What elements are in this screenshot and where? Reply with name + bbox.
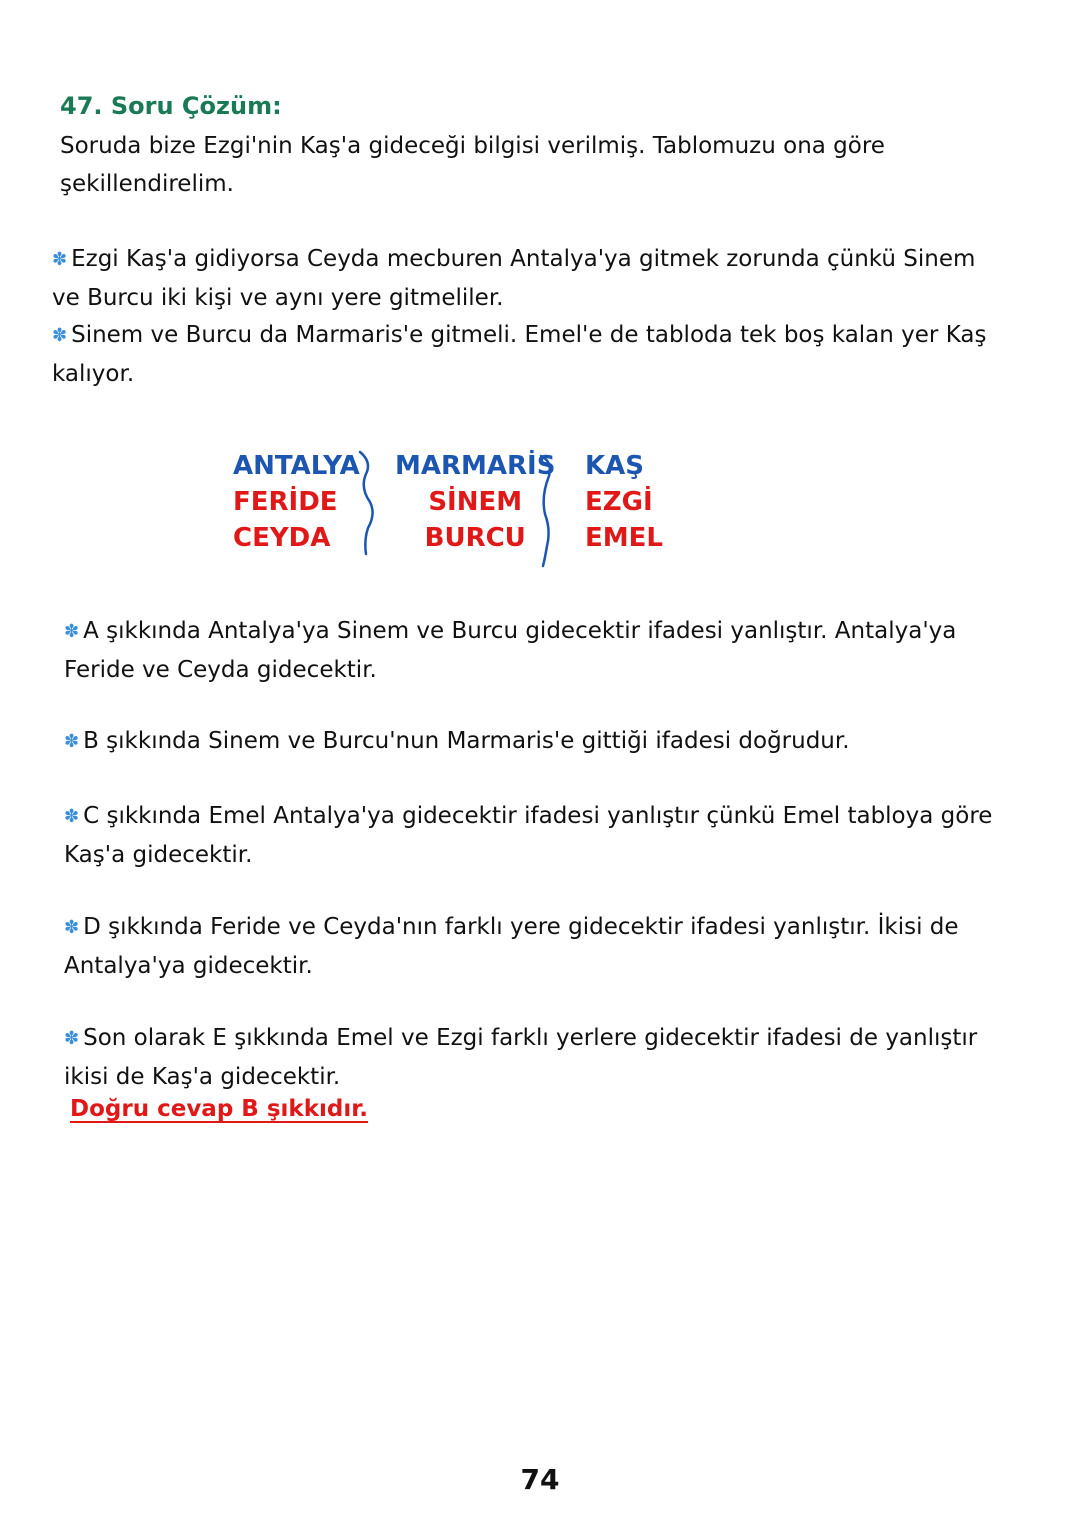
table-column-antalya: [233, 448, 360, 556]
column-header: KAŞ: [585, 451, 644, 481]
step-item: [52, 316, 992, 393]
option-text: B şıkkında Sinem ve Burcu'nun Marmaris'e gittiği ifadesi doğrudur.: [83, 728, 850, 754]
flower-bullet-icon: ✽: [64, 917, 80, 938]
option-item: [64, 612, 1004, 689]
table-column-marmaris: [395, 448, 555, 556]
option-text: Son olarak E şıkkında Emel ve Ezgi farklı yerlere gidecektir ifadesi de yanlıştır ikisi de Kaş'a gidecektir.: [64, 1025, 978, 1090]
flower-bullet-icon: ✽: [64, 1028, 80, 1049]
flower-bullet-icon: ✽: [52, 249, 68, 270]
column-name: FERİDE: [233, 487, 338, 517]
step-text: Sinem ve Burcu da Marmaris'e gitmeli. Emel'e de tabloda tek boş kalan yer Kaş kalıyor.: [52, 322, 987, 387]
column-header: MARMARİS: [395, 451, 556, 481]
column-name: BURCU: [424, 523, 526, 553]
page-number: 74: [520, 1463, 560, 1496]
option-item: [64, 908, 1004, 985]
solution-heading: 47. Soru Çözüm:: [60, 92, 282, 120]
flower-bullet-icon: ✽: [52, 325, 68, 346]
option-text: C şıkkında Emel Antalya'ya gidecektir ifadesi yanlıştır çünkü Emel tabloya göre Kaş'a gidecektir.: [64, 803, 993, 868]
option-text: D şıkkında Feride ve Ceyda'nın farklı yere gidecektir ifadesi yanlıştır. İkisi de Antalya'ya gidecektir.: [64, 914, 959, 979]
option-item: [64, 1019, 1004, 1096]
correct-answer: Doğru cevap B şıkkıdır.: [70, 1096, 369, 1122]
option-text: A şıkkında Antalya'ya Sinem ve Burcu gidecektir ifadesi yanlıştır. Antalya'ya Feride ve Ceyda gidecektir.: [64, 618, 957, 683]
option-item: [64, 722, 1004, 761]
flower-bullet-icon: ✽: [64, 806, 80, 827]
brace-divider-icon: [352, 448, 382, 558]
intro-paragraph: Soruda bize Ezgi'nin Kaş'a gideceği bilgisi verilmiş. Tablomuzu ona göre şekillendirelim.: [60, 133, 885, 197]
flower-bullet-icon: ✽: [64, 731, 80, 752]
column-header: ANTALYA: [233, 451, 360, 481]
flower-bullet-icon: ✽: [64, 621, 80, 642]
column-name: SİNEM: [428, 487, 523, 517]
column-name: EMEL: [585, 523, 663, 553]
column-name: EZGİ: [585, 487, 653, 517]
option-item: [64, 797, 1024, 874]
brace-divider-icon: [535, 452, 565, 570]
column-name: CEYDA: [233, 523, 331, 553]
step-item: [52, 240, 992, 317]
step-text: Ezgi Kaş'a gidiyorsa Ceyda mecburen Antalya'ya gitmek zorunda çünkü Sinem ve Burcu iki kişi ve aynı yere gitmeliler.: [52, 246, 976, 311]
table-column-kas: [585, 448, 663, 556]
